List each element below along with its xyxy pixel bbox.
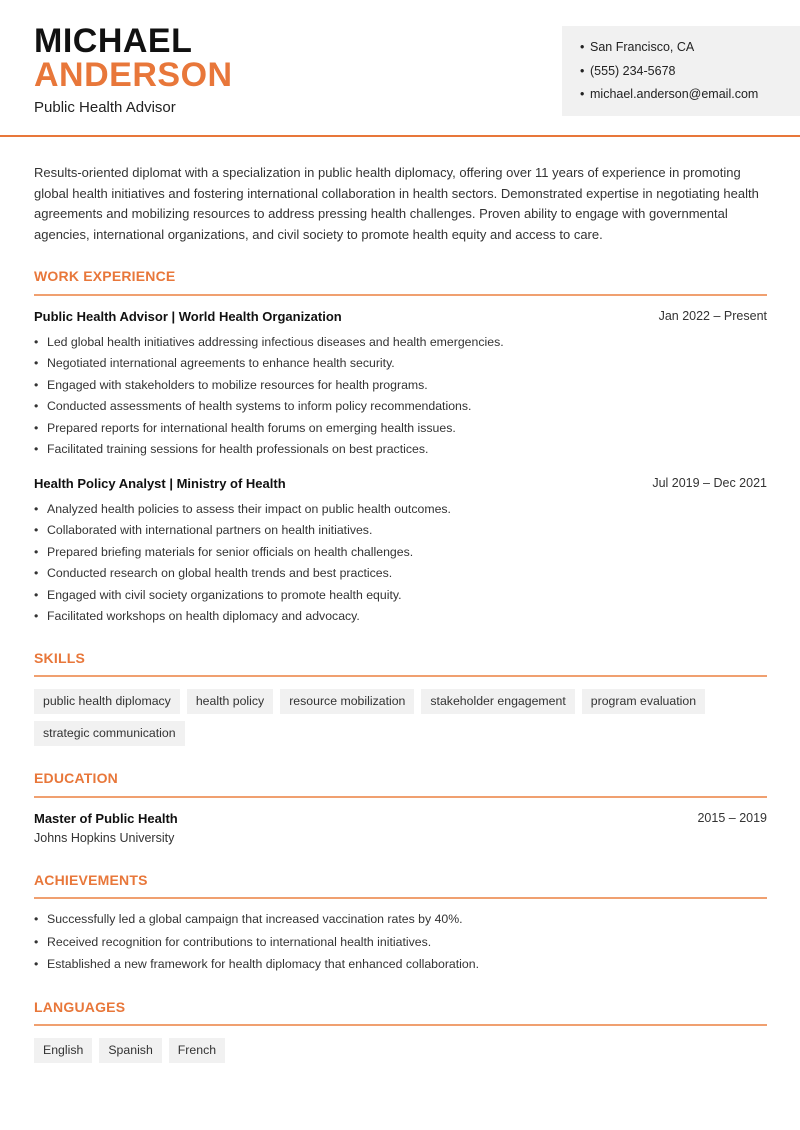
list-item: • Received recognition for contributions to international health initiatives. xyxy=(34,935,767,958)
job-bullets xyxy=(34,335,767,463)
contact-phone: • (555) 234-5678 xyxy=(580,60,800,84)
summary-paragraph: Results-oriented diplomat with a specialization in public health diplomacy, offering over 11 years of experience in promoting global health initiatives and fostering international collaboration in health sectors. Demonstrated expertise in negotiating health agreements and mobilizing resources to address pressing health challenges. Proven ability to engage with governmental agencies, international organizations, and civil society to promote health equity and access to care. xyxy=(34,165,759,243)
education-degree: Master of Public Health xyxy=(34,811,178,826)
job-title: Public Health Advisor xyxy=(34,99,176,116)
section-divider xyxy=(34,796,767,798)
language-tag: French xyxy=(169,1038,225,1063)
list-item: • Analyzed health policies to assess their impact on public health outcomes. xyxy=(34,502,767,523)
list-item: • Prepared briefing materials for senior officials on health challenges. xyxy=(34,545,767,566)
job-bullets xyxy=(34,502,767,630)
education-dates: 2015 – 2019 xyxy=(697,811,767,825)
job-role: Public Health Advisor | World Health Organization xyxy=(34,309,342,324)
skills-tags xyxy=(34,689,767,753)
section-divider xyxy=(34,675,767,677)
list-item: • Facilitated training sessions for health professionals on best practices. xyxy=(34,442,767,463)
contact-location: • San Francisco, CA xyxy=(580,36,800,60)
achievement-bullets xyxy=(34,912,767,980)
section-title-languages: LANGUAGES xyxy=(34,999,126,1015)
job-dates: Jul 2019 – Dec 2021 xyxy=(652,476,767,490)
language-tag: English xyxy=(34,1038,92,1063)
last-name: ANDERSON xyxy=(34,56,233,94)
language-tags xyxy=(34,1038,767,1070)
skill-tag: resource mobilization xyxy=(280,689,414,714)
skill-tag: stakeholder engagement xyxy=(421,689,574,714)
resume-header xyxy=(0,0,800,137)
list-item: • Conducted research on global health trends and best practices. xyxy=(34,566,767,587)
education-school: Johns Hopkins University xyxy=(34,831,175,845)
skill-tag: public health diplomacy xyxy=(34,689,180,714)
list-item: • Negotiated international agreements to enhance health security. xyxy=(34,356,767,377)
list-item: • Led global health initiatives addressing infectious diseases and health emergencies. xyxy=(34,335,767,356)
list-item: • Engaged with civil society organizations to promote health equity. xyxy=(34,588,767,609)
list-item: • Successfully led a global campaign that increased vaccination rates by 40%. xyxy=(34,912,767,935)
section-divider xyxy=(34,294,767,296)
language-tag: Spanish xyxy=(99,1038,161,1063)
job-header xyxy=(34,309,767,327)
list-item: • Established a new framework for health diplomacy that enhanced collaboration. xyxy=(34,957,767,980)
section-divider xyxy=(34,1024,767,1026)
list-item: • Prepared reports for international health forums on emerging health issues. xyxy=(34,421,767,442)
skill-tag: strategic communication xyxy=(34,721,185,746)
section-title-work: WORK EXPERIENCE xyxy=(34,268,176,284)
skill-tag: health policy xyxy=(187,689,273,714)
section-divider xyxy=(34,897,767,899)
list-item: • Collaborated with international partners on health initiatives. xyxy=(34,523,767,544)
job-role: Health Policy Analyst | Ministry of Health xyxy=(34,476,286,491)
first-name: MICHAEL xyxy=(34,22,193,60)
section-title-education: EDUCATION xyxy=(34,770,118,786)
contact-email: • michael.anderson@email.com xyxy=(580,83,800,107)
job-header xyxy=(34,476,767,494)
list-item: • Conducted assessments of health systems to inform policy recommendations. xyxy=(34,399,767,420)
list-item: • Engaged with stakeholders to mobilize resources for health programs. xyxy=(34,378,767,399)
section-title-skills: SKILLS xyxy=(34,650,85,666)
job-dates: Jan 2022 – Present xyxy=(658,309,767,323)
list-item: • Facilitated workshops on health diplomacy and advocacy. xyxy=(34,609,767,630)
contact-box xyxy=(562,26,800,116)
section-title-achievements: ACHIEVEMENTS xyxy=(34,872,148,888)
skill-tag: program evaluation xyxy=(582,689,705,714)
